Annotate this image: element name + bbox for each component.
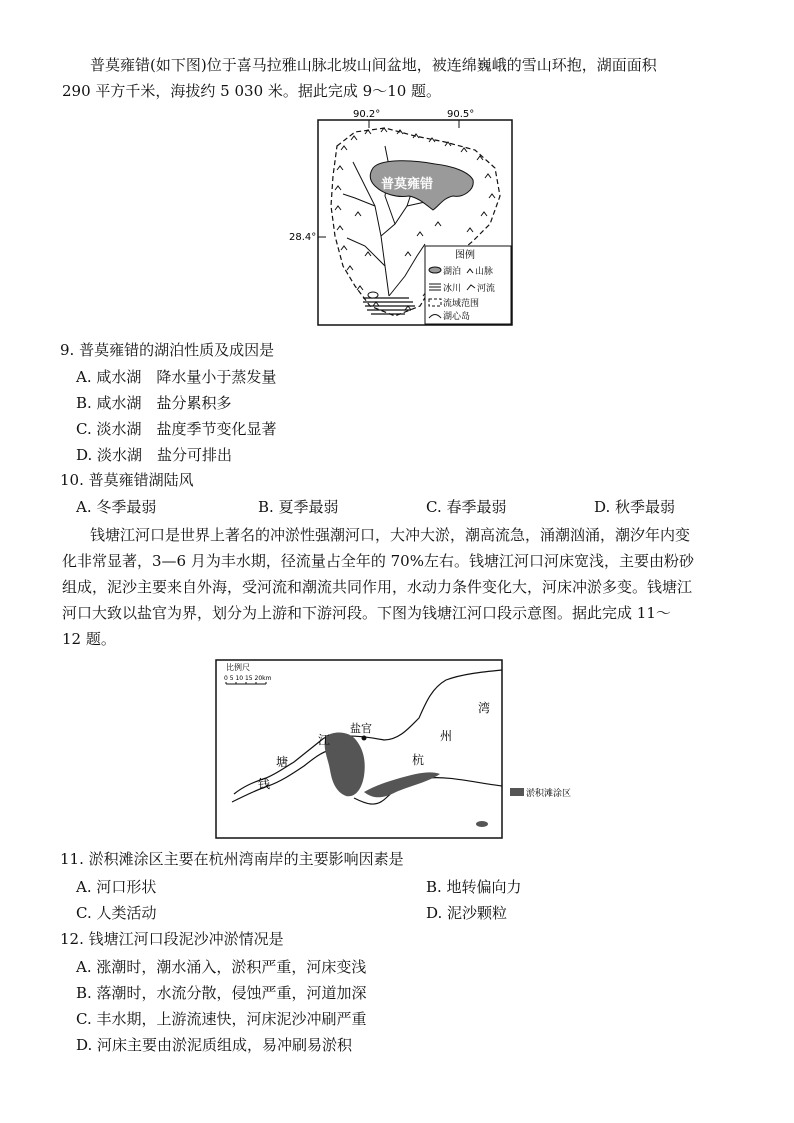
legend-glacier: 冰川 — [443, 284, 462, 294]
q9-option-b[interactable]: B. 咸水湖 盐分累积多 — [76, 394, 232, 412]
bay-char-2: 州 — [440, 729, 453, 743]
q10-option-d[interactable]: D. 秋季最弱 — [594, 498, 676, 516]
passage2-line1: 钱塘江河口是世界上著名的冲淤性强潮河口，大冲大淤，潮高流急，涌潮汹涌，潮汐年内变 — [90, 526, 691, 544]
lon-right-label: 90.5° — [447, 109, 475, 120]
legend-title: 图例 — [455, 250, 475, 261]
river-char-1: 江 — [318, 733, 331, 747]
legend-mountain: 山脉 — [475, 267, 494, 277]
q12-option-d[interactable]: D. 河床主要由淤泥质组成，易冲刷易淤积 — [76, 1036, 353, 1054]
q10-option-a[interactable]: A. 冬季最弱 — [76, 498, 157, 516]
scale-ticks: 0 5 10 15 20km — [224, 675, 272, 682]
passage1-line2: 290 平方千米，海拔约 5 030 米。据此完成 9～10 题。 — [62, 82, 442, 100]
q9-stem: 9. 普莫雍错的湖泊性质及成因是 — [60, 341, 275, 359]
island-marker — [368, 292, 378, 298]
passage2-line2: 化非常显著，3—6 月为丰水期，径流量占全年的 70%左右。钱塘江河口河床宽浅，主要由粉砂 — [62, 552, 694, 570]
river-char-2: 塘 — [276, 755, 289, 769]
legend-lake-icon — [429, 267, 441, 273]
island-marker-2 — [476, 821, 488, 827]
scale-title: 比例尺 — [226, 663, 250, 672]
bay-char-1: 湾 — [478, 701, 491, 715]
passage2-line3: 组成，泥沙主要来自外海，受河流和潮流共同作用，水动力条件变化大，河床冲淤多变。钱塘江 — [62, 578, 693, 596]
lon-left-label: 90.2° — [353, 109, 381, 120]
river-char-3: 钱 — [258, 777, 271, 791]
lat-label: 28.4° — [289, 232, 317, 243]
q11-option-b[interactable]: B. 地转偏向力 — [426, 878, 522, 896]
passage2-line4: 河口大致以盐官为界，划分为上游和下游河段。下图为钱塘江河口段示意图。据此完成 11～ — [62, 604, 671, 622]
lake-name-label: 普莫雍错 — [381, 177, 434, 192]
bay-char-3: 杭 — [412, 753, 425, 767]
q10-option-b[interactable]: B. 夏季最弱 — [258, 498, 339, 516]
q12-option-b[interactable]: B. 落潮时，水流分散，侵蚀严重，河道加深 — [76, 984, 367, 1002]
city-yanguan: 盐官 — [350, 722, 372, 735]
q12-option-c[interactable]: C. 丰水期，上游流速快，河床泥沙冲刷严重 — [76, 1010, 367, 1028]
map1-legend — [425, 246, 511, 324]
yanguan-marker — [362, 736, 367, 741]
legend-lake: 湖泊 — [443, 267, 462, 277]
legend-deposition-label: 淤积滩涂区 — [526, 789, 572, 799]
legend-basin: 流域范围 — [443, 299, 480, 309]
puma-yumco-map — [285, 106, 515, 328]
qiantang-estuary-map — [214, 658, 594, 840]
legend-deposition-swatch — [510, 788, 524, 796]
q9-option-c[interactable]: C. 淡水湖 盐度季节变化显著 — [76, 420, 277, 438]
q12-stem: 12. 钱塘江河口段泥沙冲淤情况是 — [60, 930, 284, 948]
q9-option-d[interactable]: D. 淡水湖 盐分可排出 — [76, 446, 233, 464]
q11-option-a[interactable]: A. 河口形状 — [76, 878, 157, 896]
q12-option-a[interactable]: A. 涨潮时，潮水涌入，淤积严重，河床变浅 — [76, 958, 367, 976]
passage1-line1: 普莫雍错(如下图)位于喜马拉雅山脉北坡山间盆地，被连绵巍峨的雪山环抱，湖面面积 — [90, 56, 657, 74]
q10-option-c[interactable]: C. 春季最弱 — [426, 498, 507, 516]
legend-river: 河流 — [477, 284, 496, 294]
q9-option-a[interactable]: A. 咸水湖 降水量小于蒸发量 — [76, 368, 277, 386]
passage2-line5: 12 题。 — [62, 630, 116, 648]
q11-option-d[interactable]: D. 泥沙颗粒 — [426, 904, 508, 922]
q11-stem: 11. 淤积滩涂区主要在杭州湾南岸的主要影响因素是 — [60, 850, 404, 868]
q11-option-c[interactable]: C. 人类活动 — [76, 904, 157, 922]
legend-island: 湖心岛 — [443, 312, 471, 322]
q10-stem: 10. 普莫雍错湖陆风 — [60, 471, 194, 489]
